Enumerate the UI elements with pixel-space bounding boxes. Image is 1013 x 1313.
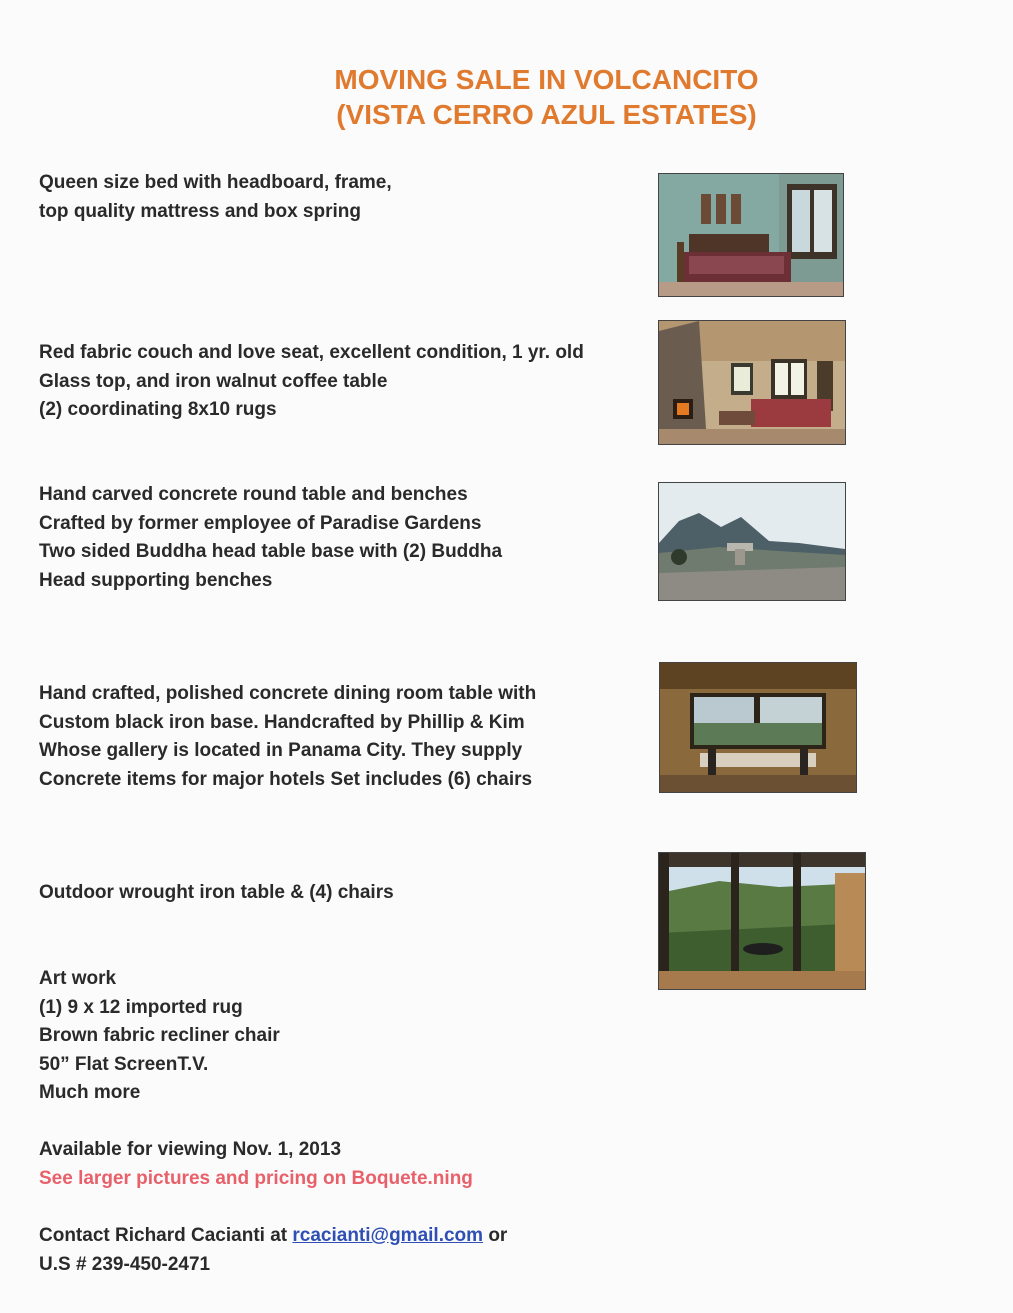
- dining-room-photo: [659, 662, 857, 793]
- item-line: Hand carved concrete round table and benches: [39, 484, 468, 505]
- contact-info: [39, 1222, 507, 1279]
- item-line: Whose gallery is located in Panama City. They supply: [39, 740, 523, 761]
- item-line: Crafted by former employee of Paradise Gardens: [39, 512, 482, 534]
- contact-prefix: Contact Richard Cacianti at: [39, 1225, 293, 1246]
- item-line: Outdoor wrought iron table & (4) chairs: [39, 882, 394, 903]
- patio-photo: [658, 852, 866, 990]
- item-couch: [39, 339, 584, 425]
- extras-item: Brown fabric recliner chair: [39, 1025, 280, 1046]
- living-room-photo: [658, 320, 846, 445]
- extras-item: Much more: [39, 1082, 141, 1103]
- item-bed: [39, 169, 392, 226]
- extras-item: Art work: [39, 968, 117, 989]
- item-concrete-table: [39, 481, 502, 595]
- item-line: top quality mattress and box spring: [39, 200, 361, 222]
- item-line: (2) coordinating 8x10 rugs: [39, 399, 277, 420]
- extras-item: 50” Flat ScreenT.V.: [39, 1053, 209, 1075]
- contact-suffix: or: [483, 1225, 508, 1246]
- item-line: Hand crafted, polished concrete dining room table with: [39, 683, 537, 704]
- extras-list: [39, 965, 280, 1108]
- bedroom-photo: [658, 173, 844, 297]
- item-line: Head supporting benches: [39, 569, 273, 591]
- page-title: [0, 62, 1013, 132]
- viewing-info: [39, 1136, 473, 1193]
- contact-line: [39, 1222, 507, 1251]
- phone-number: U.S # 239-450-2471: [39, 1253, 211, 1275]
- item-line: Two sided Buddha head table base with (2) Buddha: [39, 541, 503, 562]
- item-line: Queen size bed with headboard, frame,: [39, 172, 392, 193]
- item-outdoor-table: [39, 879, 394, 908]
- item-line: Custom black iron base. Handcrafted by Phillip & Kim: [39, 711, 525, 733]
- title-line-1: MOVING SALE IN VOLCANCITO: [334, 64, 759, 95]
- title-line-2: (VISTA CERRO AZUL ESTATES): [336, 99, 757, 130]
- item-line: Concrete items for major hotels Set includes (6) chairs: [39, 768, 533, 790]
- extras-item: (1) 9 x 12 imported rug: [39, 996, 243, 1018]
- item-line: Glass top, and iron walnut coffee table: [39, 370, 388, 392]
- item-line: Red fabric couch and love seat, excellent condition, 1 yr. old: [39, 342, 584, 363]
- email-link[interactable]: rcacianti@gmail.com: [292, 1225, 484, 1246]
- pricing-note: See larger pictures and pricing on Boquete.ning: [39, 1167, 473, 1189]
- viewing-date: Available for viewing Nov. 1, 2013: [39, 1139, 342, 1160]
- garden-table-photo: [658, 482, 846, 601]
- item-dining-table: [39, 680, 536, 794]
